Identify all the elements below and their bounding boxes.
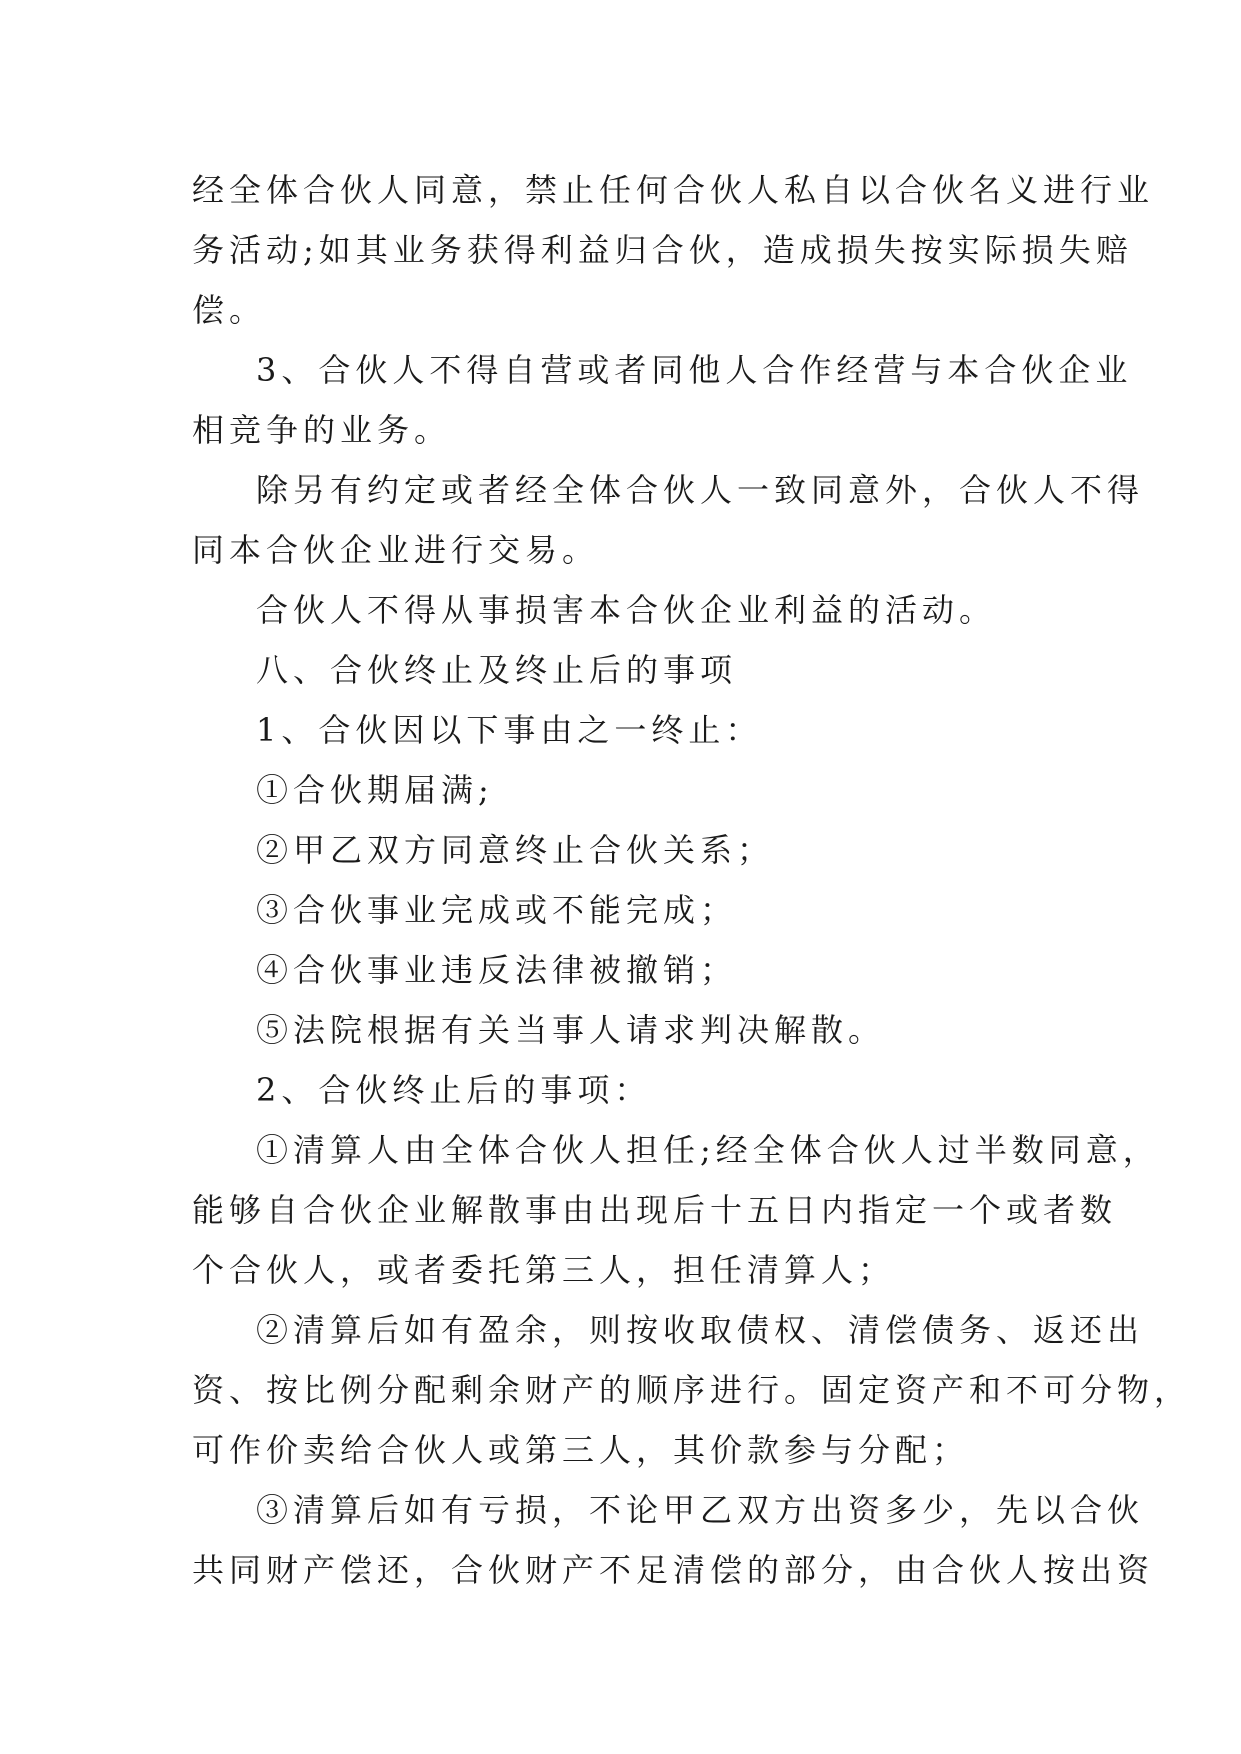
list-item: ②甲乙双方同意终止合伙关系； — [256, 831, 775, 869]
text-line: 合伙人不得从事损害本合伙企业利益的活动。 — [256, 591, 997, 629]
text-line: 资、按比例分配剩余财产的顺序进行。固定资产和不可分物， — [192, 1371, 1192, 1409]
text-line: 务活动;如其业务获得利益归合伙，造成损失按实际损失赔 — [192, 231, 1133, 269]
list-item: ①清算人由全体合伙人担任;经全体合伙人过半数同意， — [256, 1131, 1160, 1169]
list-item: ⑤法院根据有关当事人请求判决解散。 — [256, 1011, 886, 1049]
text-line: 能够自合伙企业解散事由出现后十五日内指定一个或者数 — [192, 1191, 1118, 1229]
list-item: ③合伙事业完成或不能完成； — [256, 891, 738, 929]
list-item: ②清算后如有盈余，则按收取债权、清偿债务、返还出 — [256, 1311, 1145, 1349]
text-line: 经全体合伙人同意，禁止任何合伙人私自以合伙名义进行业 — [192, 171, 1155, 209]
text-line: 2、合伙终止后的事项： — [256, 1071, 652, 1109]
text-line: 相竞争的业务。 — [192, 411, 452, 449]
text-line: 个合伙人，或者委托第三人，担任清算人； — [192, 1251, 896, 1289]
list-item: ①合伙期届满; — [256, 771, 494, 809]
text-line: 偿。 — [192, 291, 267, 329]
section-heading: 八、合伙终止及终止后的事项 — [256, 651, 738, 689]
document-body — [192, 160, 1192, 1600]
text-line: 共同财产偿还，合伙财产不足清偿的部分，由合伙人按出资 — [192, 1551, 1155, 1589]
text-line: 3、合伙人不得自营或者同他人合作经营与本合伙企业 — [256, 351, 1133, 389]
text-line: 同本合伙企业进行交易。 — [192, 531, 600, 569]
list-item: ③清算后如有亏损，不论甲乙双方出资多少，先以合伙 — [256, 1491, 1145, 1529]
list-item: ④合伙事业违反法律被撤销； — [256, 951, 738, 989]
text-line: 除另有约定或者经全体合伙人一致同意外，合伙人不得 — [256, 471, 1145, 509]
text-line: 可作价卖给合伙人或第三人，其价款参与分配； — [192, 1431, 970, 1469]
text-line: 1、合伙因以下事由之一终止： — [256, 711, 763, 749]
